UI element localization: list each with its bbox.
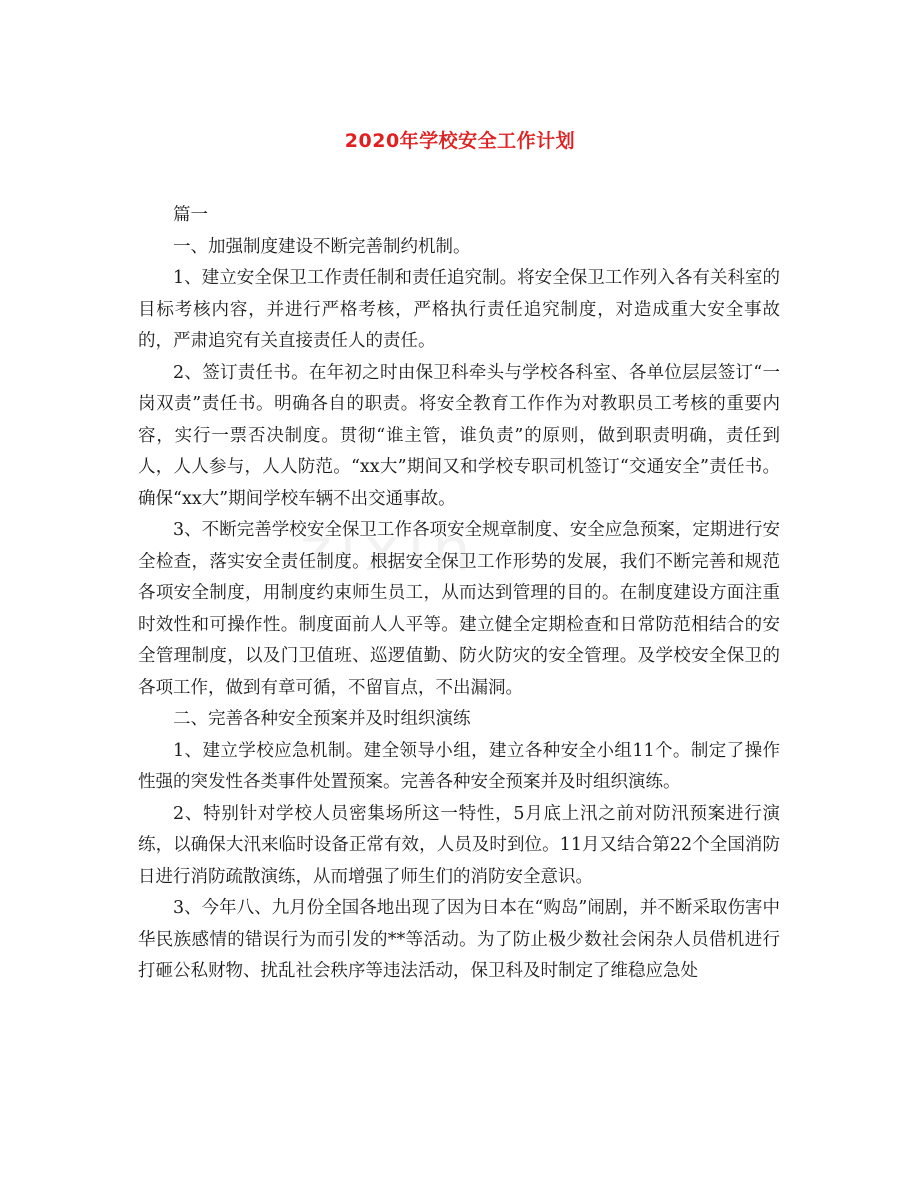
paragraph: 1、建立学校应急机制。建全领导小组，建立各种安全小组11个。制定了操作性强的突发性各类事件处置预案。完善各种安全预案并及时组织演练。 bbox=[138, 740, 780, 792]
document-title: 2020年学校安全工作计划 bbox=[344, 130, 576, 152]
paragraph: 1、建立安全保卫工作责任制和责任追究制。将安全保卫工作列入各有关科室的目标考核内容，并进行严格考核，严格执行责任追究制度，对造成重大安全事故的，严肃追究有关直接责任人的责任。 bbox=[138, 268, 780, 351]
paragraph: 3、今年八、九月份全国各地出现了因为日本在“购岛”闹剧，并不断采取伤害中华民族感情的错误行为而引发的**等活动。为了防止极少数社会闲杂人员借机进行打砸公私财物、扰乱社会秩序等违法活动，保卫科及时制定了维稳应急处 bbox=[138, 898, 780, 981]
paragraph: 3、不断完善学校安全保卫工作各项安全规章制度、安全应急预案，定期进行安全检查，落实安全责任制度。根据安全保卫工作形势的发展，我们不断完善和规范各项安全制度，用制度约束师生员工，从而达到管理的目的。在制度建设方面注重时效性和可操作性。制度面前人人平等。建立健全定期检查和日常防范相结合的安全管理制度，以及门卫值班、巡逻值勤、防火防灾的安全管理。及学校安全保卫的各项工作，做到有章可循，不留盲点，不出漏洞。 bbox=[138, 520, 780, 698]
paragraph: 2、签订责任书。在年初之时由保卫科牵头与学校各科室、各单位层层签订“一岗双责”责任书。明确各自的职责。将安全教育工作作为对教职员工考核的重要内容，实行一票否决制度。贯彻“谁主管，谁负责”的原则，做到职责明确，责任到人，人人参与，人人防范。“xx大”期间又和学校专职司机签订“交通安全”责任书。确保“xx大”期间学校车辆不出交通事故。 bbox=[138, 362, 780, 509]
paragraph-heading-1: 一、加强制度建设不断完善制约机制。 bbox=[173, 236, 471, 257]
paragraph-section-label: 篇一 bbox=[173, 205, 208, 225]
paragraph: 2、特别针对学校人员密集场所这一特性，5月底上汛之前对防汛预案进行演练，以确保大汛来临时设备正常有效，人员及时到位。11月又结合第22个全国消防日进行消防疏散演练，从而增强了师生们的消防安全意识。 bbox=[138, 803, 780, 887]
document-body bbox=[138, 200, 780, 988]
watermark: zixin bbox=[300, 515, 479, 585]
paragraph-heading-2: 二、完善各种安全预案并及时组织演练 bbox=[173, 709, 471, 729]
